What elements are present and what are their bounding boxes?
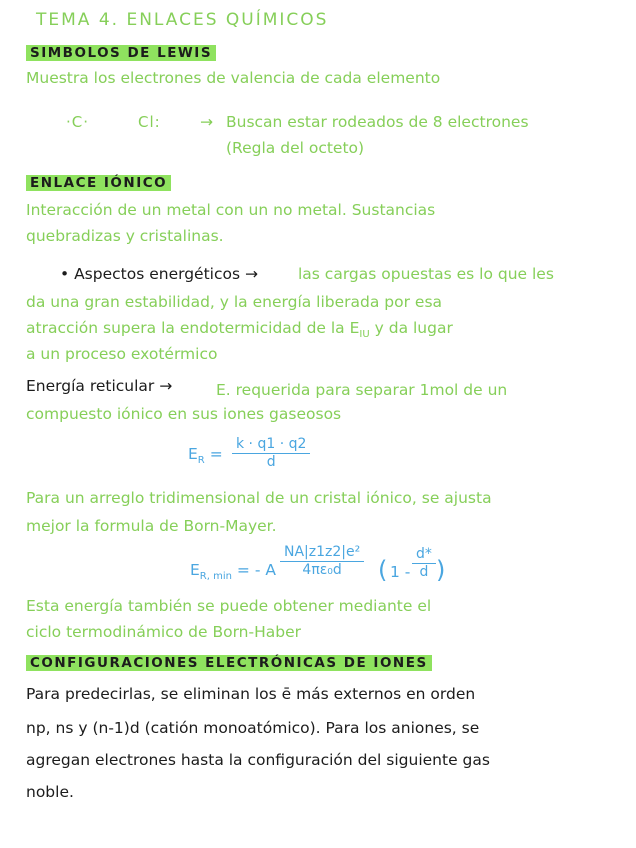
section-ionic-heading: ENLACE IÓNICO [26, 172, 171, 193]
lewis-symbol-carbon: ·C· [66, 113, 90, 131]
arrow-icon: → [200, 113, 213, 131]
ionic-line-7: Para un arreglo tridimensional de un cristal iónico, se ajusta [26, 489, 492, 507]
ionic-line-2: quebradizas y cristalinas. [26, 227, 224, 245]
ion-config-line-3: agregan electrones hasta la configuración del siguiente gas [26, 751, 490, 769]
formula-born-mayer-lhs: $E_{R, min}$ = - A [190, 561, 276, 583]
ionic-line-1: Interacción de un metal con un no metal. Sustancias [26, 201, 436, 219]
section-ion-config-heading: CONFIGURACIONES ELECTRÓNICAS DE IONES [26, 652, 432, 673]
ionic-line-6: compuesto iónico en sus iones gaseosos [26, 405, 342, 423]
page-title: TEMA 4. ENLACES QUÍMICOS [36, 10, 329, 30]
lattice-energy-label: Energía reticular → [26, 377, 173, 395]
ionic-line-9: Esta energía también se puede obtener mediante el [26, 597, 432, 615]
formula-paren-right: ) [436, 556, 446, 584]
ionic-line-10: ciclo termodinámico de Born-Haber [26, 623, 302, 641]
ionic-line-8: mejor la formula de Born-Mayer. [26, 517, 277, 535]
formula-correction-fraction: $\frac{d*}{d}$ [412, 546, 436, 581]
section-lewis-heading: SIMBOLOS DE LEWIS [26, 42, 216, 63]
lewis-description: Muestra los electrones de valencia de cada elemento [26, 69, 441, 87]
ionic-line-4: atracción supera la endotermicidad de la $E_{IU}$ y da lugar [26, 319, 453, 341]
lewis-symbol-chlorine: Cl: [138, 113, 161, 131]
octet-rule-label: (Regla del octeto) [226, 139, 365, 157]
lattice-energy-definition: E. requerida para separar 1mol de un [216, 381, 508, 399]
ion-config-line-1: Para predecirlas, se eliminan los ē más externos en orden [26, 685, 476, 703]
formula-coulomb-lhs: $E_R$ = [188, 445, 223, 467]
formula-one-minus: 1 - [390, 563, 411, 581]
ionic-line-3: da una gran estabilidad, y la energía liberada por esa [26, 293, 443, 311]
energy-aspects-bullet: • Aspectos energéticos → [60, 265, 258, 283]
formula-paren-left: ( [378, 556, 388, 584]
ion-config-line-4: noble. [26, 783, 74, 801]
ionic-line-5: a un proceso exotérmico [26, 345, 218, 363]
ion-config-line-2: np, ns y (n-1)d (catión monoatómico). Para los aniones, se [26, 719, 480, 737]
octet-note: Buscan estar rodeados de 8 electrones [226, 113, 529, 131]
formula-coulomb-fraction: $\frac{k \cdot q1 \cdot q2}{d}$ [232, 436, 310, 471]
energy-aspects-text: las cargas opuestas es lo que les [298, 265, 554, 283]
formula-born-mayer-fraction: $\frac{\text{NA|z1z2|e²}}{\text{4πε₀d}}$ [280, 544, 364, 579]
